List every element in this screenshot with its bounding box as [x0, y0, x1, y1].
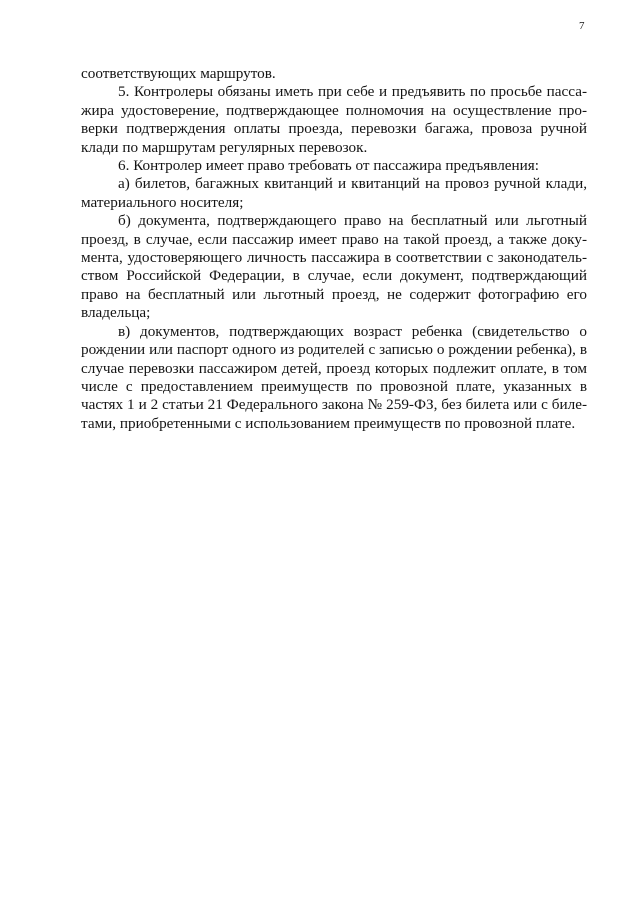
paragraph-subitem-v: в) документов, подтверждающих возраст ребенка (свидетельство о рождении или паспорт одного из родителей с записью о рождении ребенка), в случае перевозки пассажиром детей, проезд которых подлежит оплате, в том числе с предоставлением преимуществ по провозной плате, указанных в частях 1 и 2 статьи 21 Федерального закона № 259-ФЗ, без билета или с билетами, приобретенными с использованием преимуществ по провозной плате. [81, 322, 587, 432]
paragraph-continuation: соответствующих маршрутов. [81, 65, 276, 82]
paragraph-subitem-a: а) билетов, багажных квитанций и квитанций на провоз ручной клади, материального носителя; [81, 175, 587, 211]
paragraph-item-6: 6. Контролер имеет право требовать от пассажира предъявления: [118, 157, 539, 175]
page-number: 7 [579, 20, 585, 32]
paragraph-subitem-b: б) документа, подтверждающего право на бесплатный или льготный проезд, в случае, если пассажир имеет право на такой проезд, а также документа, удостоверяющего личность пассажира в соответствии с законодательством Российской Федерации, в случае, если документ, подтверждающий право на бесплатный или льготный проезд, не содержит фотографию его владельца; [81, 212, 587, 322]
document-body [81, 65, 587, 433]
paragraph-item-5: 5. Контролеры обязаны иметь при себе и предъявить по просьбе пассажира удостоверение, подтверждающее полномочия на осуществление проверки подтверждения оплаты проезда, перевозки багажа, провоза ручной клади по маршрутам регулярных перевозок. [81, 83, 587, 156]
